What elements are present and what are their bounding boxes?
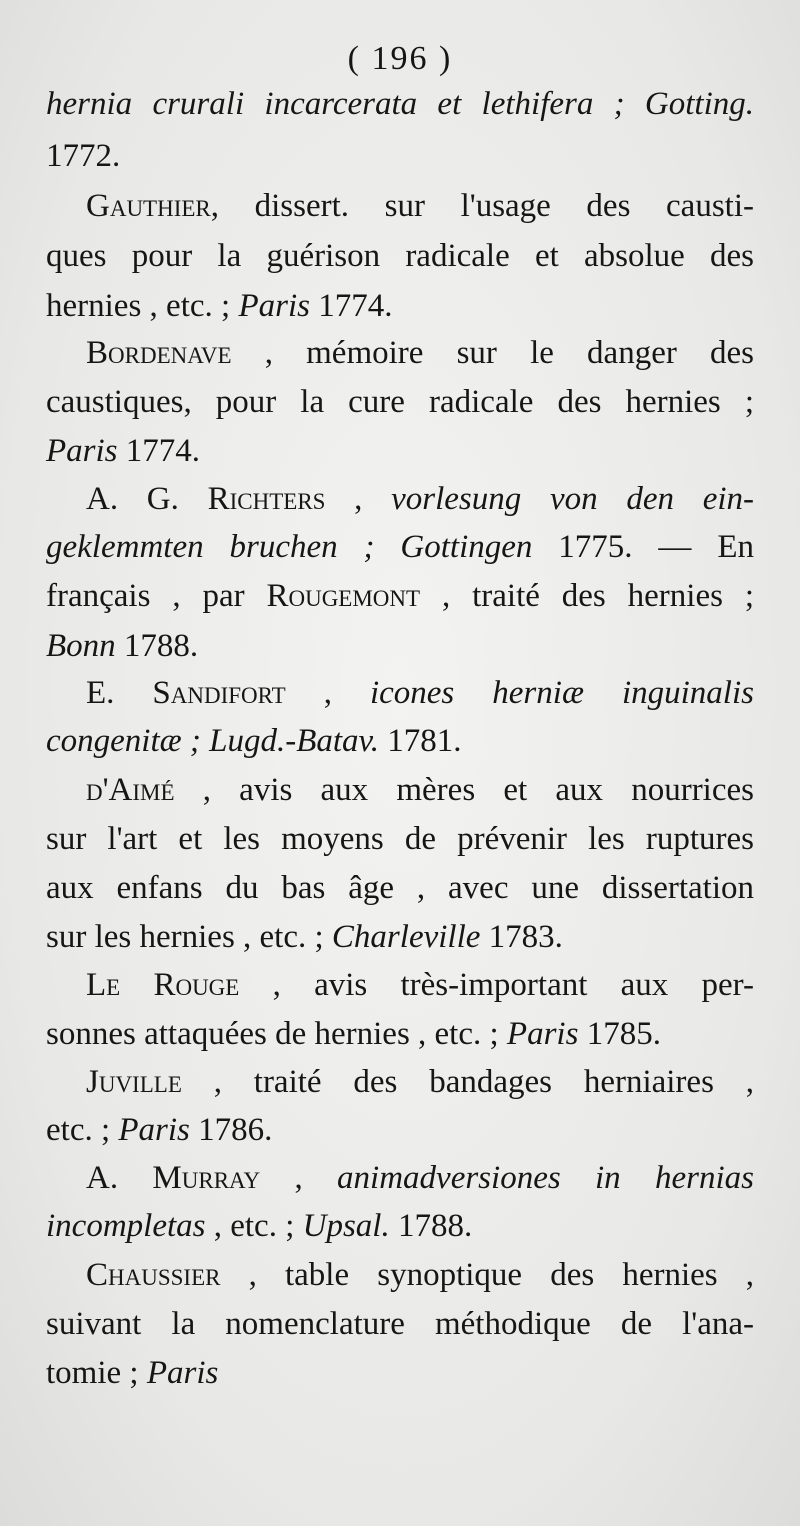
author-name: Richters: [207, 481, 326, 517]
page-number: ( 196 ): [347, 40, 453, 77]
text-line: etc. ; Paris 1786.: [46, 1112, 273, 1148]
text-line: hernia crurali incarcerata et lethifera ; Gotting.: [46, 86, 754, 122]
text-line: Juville , traité des bandages herniaires ,: [86, 1064, 754, 1100]
text-line: hernies , etc. ; Paris 1774.: [46, 288, 393, 324]
text-line: aux enfans du bas âge , avec une dissertation: [46, 870, 754, 906]
text-line: A. G. Richters , vorlesung von den ein-: [86, 481, 755, 517]
text-line: Le Rouge , avis très-important aux per-: [86, 967, 754, 1003]
author-name: Bordenave: [86, 335, 232, 371]
text-line: 1772.: [46, 138, 121, 174]
text-line: caustiques, pour la cure radicale des hernies ;: [46, 384, 754, 420]
text-line: Paris 1774.: [46, 433, 201, 469]
author-name: Murray: [152, 1160, 261, 1196]
author-name: Gauthier: [86, 188, 211, 224]
text-line: suivant la nomenclature méthodique de l'ana-: [46, 1306, 754, 1342]
text-line: ques pour la guérison radicale et absolue des: [46, 238, 754, 274]
text-line: Bordenave , mémoire sur le danger des: [86, 335, 754, 371]
text-line: Gauthier, dissert. sur l'usage des causti-: [86, 188, 754, 224]
author-name: Sandifort: [152, 675, 286, 711]
text-line: congenitæ ; Lugd.-Batav. 1781.: [46, 723, 462, 759]
text-line: sonnes attaquées de hernies , etc. ; Paris 1785.: [46, 1016, 661, 1052]
text-line: sur l'art et les moyens de prévenir les ruptures: [46, 821, 754, 857]
text-line: d'Aimé , avis aux mères et aux nourrices: [86, 772, 754, 808]
author-name: d'Aimé: [86, 772, 175, 808]
text-line: tomie ; Paris: [46, 1355, 219, 1391]
text-line: A. Murray , animadversiones in hernias: [86, 1160, 754, 1196]
text-line: sur les hernies , etc. ; Charleville 1783.: [46, 919, 563, 955]
text-line: Chaussier , table synoptique des hernies ,: [86, 1257, 754, 1293]
author-name: Chaussier: [86, 1257, 221, 1293]
text-line: français , par Rougemont , traité des hernies ;: [46, 578, 754, 614]
author-name: Le Rouge: [86, 967, 240, 1003]
text-line: E. Sandifort , icones herniæ inguinalis: [86, 675, 754, 711]
author-name: Rougemont: [266, 578, 421, 614]
text-line: incompletas , etc. ; Upsal. 1788.: [46, 1208, 473, 1244]
author-name: Juville: [86, 1064, 182, 1100]
text-line: Bonn 1788.: [46, 628, 199, 664]
text-line: geklemmten bruchen ; Gottingen 1775. — En: [46, 529, 754, 565]
